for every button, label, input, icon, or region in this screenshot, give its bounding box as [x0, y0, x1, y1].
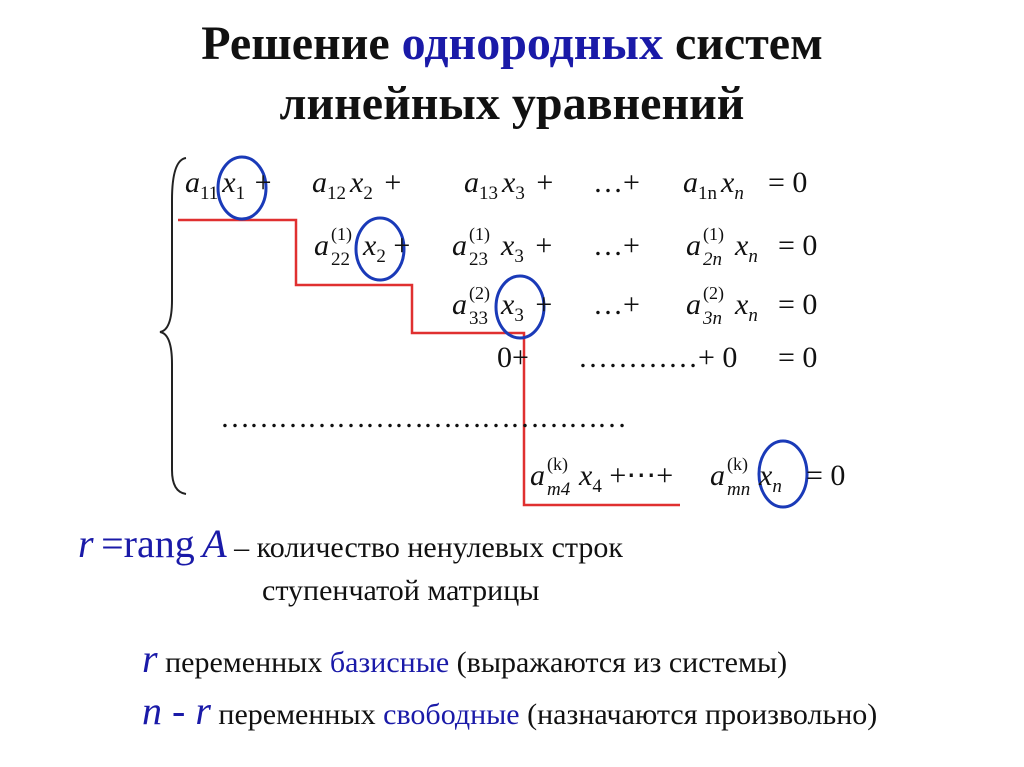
title-word: Решение — [201, 17, 390, 70]
equation-row-3: a (2) 33 $x_3$ + — [452, 283, 553, 329]
equation-row-2-term-n: a (1) 2n $x_n$ — [686, 224, 758, 270]
rank-definition-cont: ступенчатой матрицы — [262, 574, 540, 607]
page-title-line-2: линейных уравнений — [279, 77, 745, 130]
equation-row-6: a (k) m4 $x_4$ +⋯+ — [530, 454, 674, 500]
equation-row-2-rhs: = 0 — [778, 229, 818, 262]
equation-row-1-term-2: $a_{12}$ $x_2$ + — [312, 166, 402, 204]
equation-row-6-term-n: a (k) mn $x_n$ — [710, 454, 782, 500]
equation-row-5-dots: …………………………………… — [220, 401, 626, 434]
rank-definition: r =rang A – количество ненулевых строк — [78, 521, 623, 566]
equation-row-6-rhs: = 0 — [806, 459, 846, 492]
equation-row-1-rhs: = 0 — [768, 166, 808, 199]
title-word: систем — [674, 17, 823, 70]
equation-row-4-lead: 0+ — [497, 341, 529, 374]
equation-row-1-dots: …+ — [593, 166, 640, 199]
left-brace — [160, 158, 186, 494]
free-variables-note: n - r переменных свободные (назначаются произвольно) — [142, 688, 878, 733]
equation-row-3-term-n: a (2) 3n $x_n$ — [686, 283, 758, 329]
equation-row-1-term-n: $a_{1n}$ $x_n$ — [683, 166, 744, 204]
equation-row-2: a (1) 22 $x_2$ + — [314, 224, 411, 270]
equation-row-3-rhs: = 0 — [778, 288, 818, 321]
equation-row-1-term-3: $a_{13}$ $x_3$ + — [464, 166, 554, 204]
equation-row-4-dots: …………+ 0 — [578, 341, 738, 374]
equation-row-2-dots: …+ — [593, 229, 640, 262]
basic-variables-note: r переменных базисные (выражаются из системы) — [142, 636, 788, 681]
title-highlight: однородных — [401, 17, 663, 70]
equation-row-4-rhs: = 0 — [778, 341, 818, 374]
equation-row-1: $a_{11}$ $x_1$ + — [185, 166, 272, 204]
equation-row-3-dots: …+ — [593, 288, 640, 321]
equation-row-2-term-2: a (1) 23 $x_3$ + — [452, 224, 553, 270]
